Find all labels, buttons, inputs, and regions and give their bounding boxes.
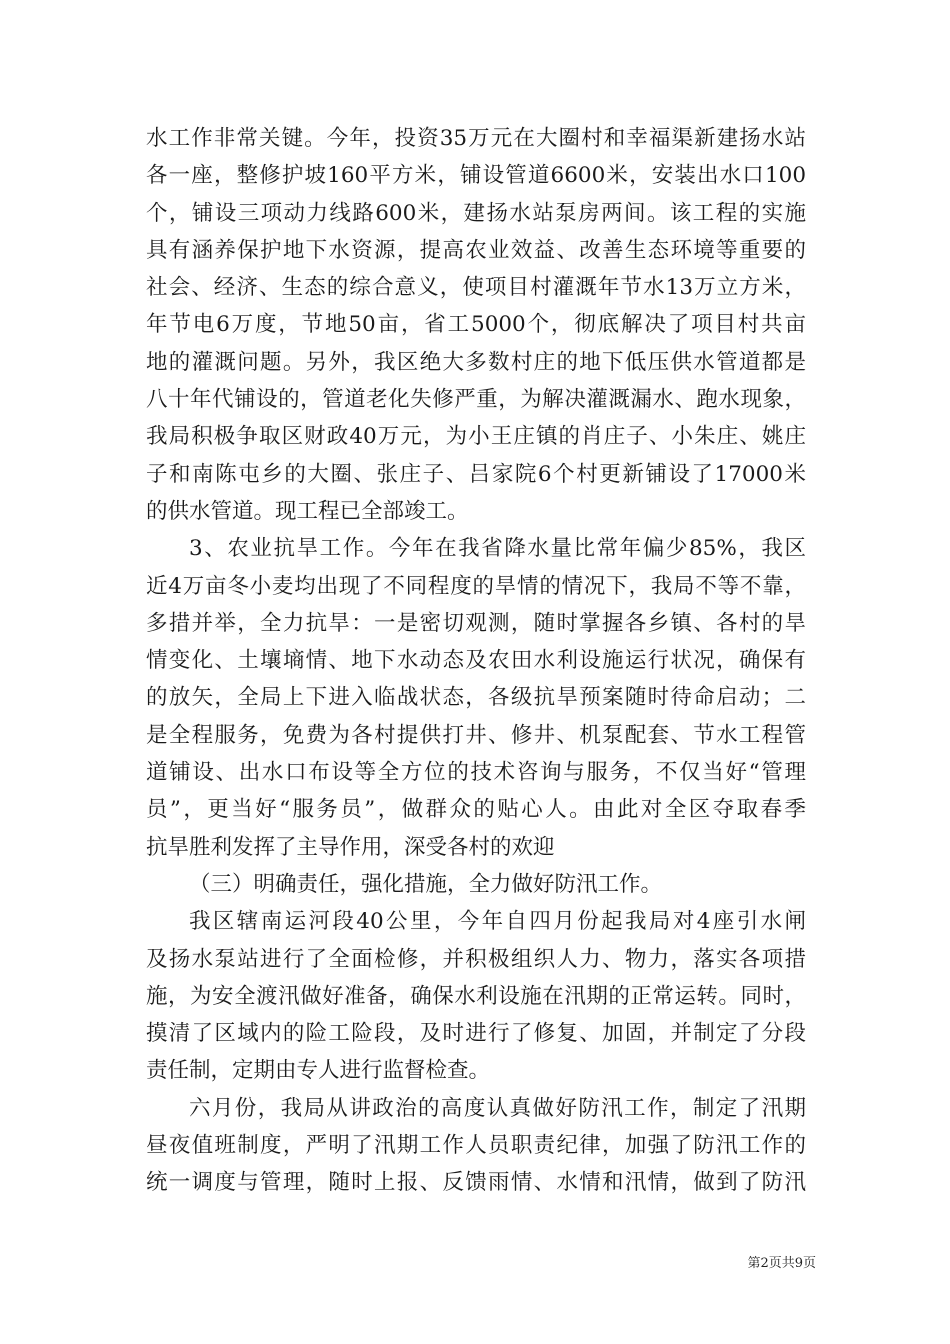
text-line: 员”，更当好“服务员”，做群众的贴心人。由此对全区夺取春季 bbox=[146, 797, 806, 823]
text-line: 各一座，整修护坡160平方米，铺设管道6600米，安装出水口100 bbox=[146, 163, 806, 189]
text-line: 的放矢，全局上下进入临战状态，各级抗旱预案随时待命启动；二 bbox=[146, 685, 806, 711]
text-line: 地的灌溉问题。另外，我区绝大多数村庄的地下低压供水管道都是 bbox=[146, 349, 806, 375]
text-line: 水工作非常关键。今年，投资35万元在大圈村和幸福渠新建扬水站 bbox=[146, 126, 806, 151]
body-text bbox=[146, 120, 806, 1202]
text-line: 情变化、土壤墒情、地下水动态及农田水利设施运行状况，确保有 bbox=[146, 648, 806, 674]
page-number: 第2页共9页 bbox=[747, 1256, 816, 1271]
text-line: 的供水管道。现工程已全部竣工。 bbox=[146, 498, 469, 524]
text-line: 道铺设、出水口布设等全方位的技术咨询与服务，不仅当好“管理 bbox=[146, 760, 806, 786]
text-line: 是全程服务，免费为各村提供打井、修井、机泵配套、节水工程管 bbox=[146, 722, 806, 748]
text-line: 抗旱胜利发挥了主导作用，深受各村的欢迎 bbox=[146, 834, 555, 860]
text-line: 具有涵养保护地下水资源，提高农业效益、改善生态环境等重要的 bbox=[146, 237, 806, 263]
text-line: 责任制，定期由专人进行监督检查。 bbox=[146, 1058, 491, 1084]
text-line: 施，为安全渡汛做好准备，确保水利设施在汛期的正常运转。同时， bbox=[146, 983, 806, 1009]
text-line: 我区辖南运河段40公里，今年自四月份起我局对4座引水闸 bbox=[189, 909, 806, 935]
text-line: 六月份，我局从讲政治的高度认真做好防汛工作，制定了汛期 bbox=[189, 1095, 806, 1121]
text-line: 近4万亩冬小麦均出现了不同程度的旱情的情况下，我局不等不靠， bbox=[146, 573, 806, 599]
text-line: 昼夜值班制度，严明了汛期工作人员职责纪律，加强了防汛工作的 bbox=[146, 1133, 806, 1159]
text-line: 八十年代铺设的，管道老化失修严重，为解决灌溉漏水、跑水现象， bbox=[146, 387, 806, 413]
text-line: （三）明确责任，强化措施，全力做好防汛工作。 bbox=[189, 871, 663, 897]
text-line: 多措并举，全力抗旱：一是密切观测，随时掌握各乡镇、各村的旱 bbox=[146, 610, 806, 636]
text-line: 子和南陈屯乡的大圈、张庄子、吕家院6个村更新铺设了17000米 bbox=[146, 461, 806, 487]
text-line: 3、农业抗旱工作。今年在我省降水量比常年偏少85%，我区 bbox=[189, 536, 806, 562]
text-line: 个，铺设三项动力线路600米，建扬水站泵房两间。该工程的实施 bbox=[146, 200, 806, 226]
text-line: 统一调度与管理，随时上报、反馈雨情、水情和汛情，做到了防汛 bbox=[146, 1170, 806, 1196]
text-line: 摸清了区域内的险工险段，及时进行了修复、加固，并制定了分段 bbox=[146, 1021, 806, 1047]
text-line: 我局积极争取区财政40万元，为小王庄镇的肖庄子、小朱庄、姚庄 bbox=[146, 424, 806, 450]
text-line: 年节电6万度，节地50亩，省工5000个，彻底解决了项目村共亩 bbox=[146, 312, 806, 338]
text-line: 社会、经济、生态的综合意义，使项目村灌溉年节水13万立方米， bbox=[146, 275, 806, 301]
text-line: 及扬水泵站进行了全面检修，并积极组织人力、物力，落实各项措 bbox=[146, 946, 806, 972]
